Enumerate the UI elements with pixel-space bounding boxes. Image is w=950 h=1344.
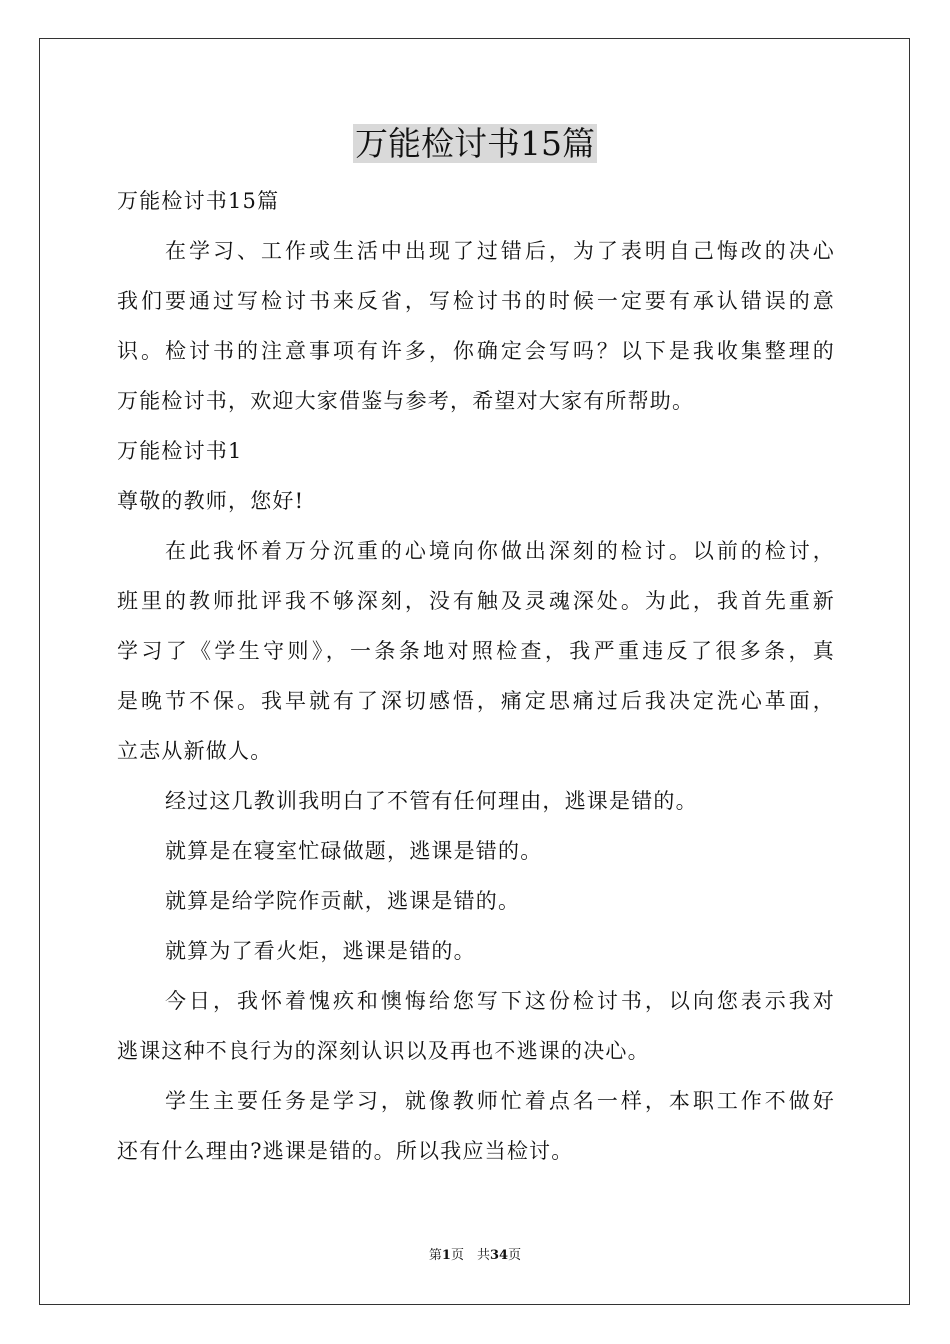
reason-line: 经过这几教训我明白了不管有任何理由，逃课是错的。 [165,789,698,813]
intro-line: 我们要通过写检讨书来反省，写检讨书的时候一定要有承认错误的意 [117,289,835,313]
paragraph-line: 在此我怀着万分沉重的心境向你做出深刻的检讨。以前的检讨， [165,539,835,563]
paragraph-line: 班里的教师批评我不够深刻，没有触及灵魂深处。为此，我首先重新 [117,589,835,613]
contribute-line: 就算是给学院作贡献，逃课是错的。 [165,889,521,913]
page-suffix: 页 [508,1248,522,1263]
page-footer [0,1247,950,1265]
current-page-number: 1 [441,1248,451,1263]
paragraph-line: 学习了《学生守则》，一条条地对照检查，我严重违反了很多条，真 [117,639,835,663]
intro-line: 在学习、工作或生活中出现了过错后，为了表明自己悔改的决心 [165,239,835,263]
document-title-text: 万能检讨书15篇 [355,124,595,163]
paragraph-line: 逃课这种不良行为的深刻认识以及再也不逃课的决心。 [117,1039,650,1063]
paragraph-line: 还有什么理由?逃课是错的。所以我应当检讨。 [117,1139,574,1163]
document-subtitle: 万能检讨书15篇 [117,189,280,213]
paragraph-line: 今日，我怀着愧疚和懊悔给您写下这份检讨书，以向您表示我对 [165,989,835,1013]
page-middle: 页 共 [450,1248,490,1263]
intro-line: 识。检讨书的注意事项有许多，你确定会写吗？以下是我收集整理的 [117,339,835,363]
page-prefix: 第 [428,1248,442,1263]
torch-line: 就算为了看火炬，逃课是错的。 [165,939,476,963]
intro-line: 万能检讨书，欢迎大家借鉴与参考，希望对大家有所帮助。 [117,389,695,413]
paragraph-line: 是晚节不保。我早就有了深切感悟，痛定思痛过后我决定洗心革面， [117,689,835,713]
total-page-count: 34 [489,1248,509,1263]
salutation: 尊敬的教师，您好! [117,489,305,513]
dorm-line: 就算是在寝室忙碌做题，逃课是错的。 [165,839,543,863]
document-body [117,176,835,1176]
section-heading: 万能检讨书1 [117,439,243,463]
paragraph-line: 学生主要任务是学习，就像教师忙着点名一样，本职工作不做好 [165,1089,835,1113]
document-title [0,122,950,166]
paragraph-line: 立志从新做人。 [117,739,273,763]
